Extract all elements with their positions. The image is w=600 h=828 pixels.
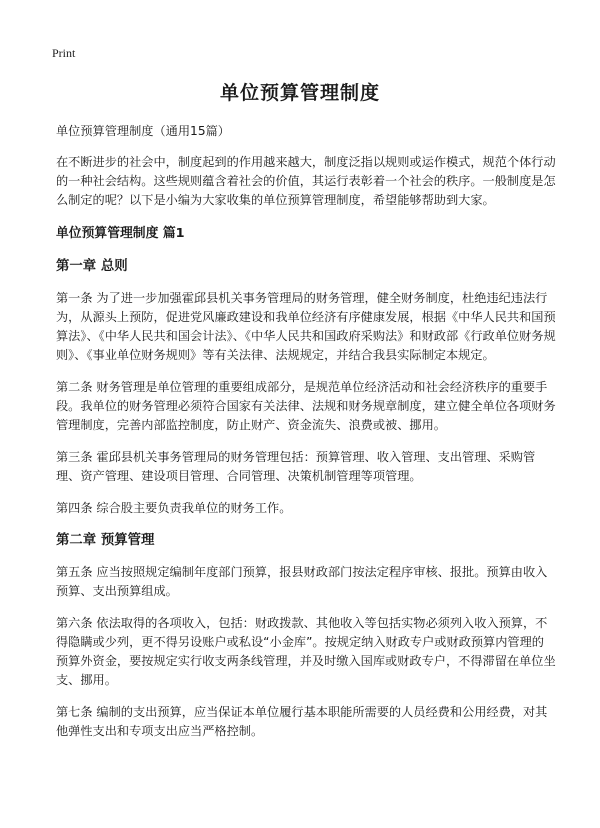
article-5: 第五条 应当按照规定编制年度部门预算，报县财政部门按法定程序审核、报批。预算由收入预算、支出预算组成。 (56, 565, 548, 598)
print-link[interactable]: Print (52, 46, 76, 60)
article-7: 第七条 编制的支出预算，应当保证本单位履行基本职能所需要的人员经费和公用经费，对其他弹性支出和专项支出应当严格控制。 (56, 705, 548, 738)
article-6: 第六条 依法取得的各项收入，包括：财政拨款、其他收入等包括实物必须列入收入预算，不得隐瞒或少列，更不得另设账户或私设“小金库”。按规定纳入财政专户或财政预算内管理的预算外资金，要按规定实行收支两条线管理，并及时缴入国库或财政专户，不得滞留在单位坐支、挪用。 (56, 616, 556, 687)
chapter-2-heading: 第二章 预算管理 (56, 533, 155, 548)
article-1: 第一条 为了进一步加强霍邱县机关事务管理局的财务管理，健全财务制度，杜绝违纪违法行为，从源头上预防，促进党风廉政建设和我单位经济有序健康发展，根据《中华人民共和国预算法》、《中华人民共和国会计法》、《中华人民共和国政府采购法》和财政部《行政单位财务规则》、《事业单位财务规则》等有关法律、法规规定，并结合我县实际制定本规定。 (56, 291, 556, 362)
article-3: 第三条 霍邱县机关事务管理局的财务管理包括：预算管理、收入管理、支出管理、采购管理、资产管理、建设项目管理、合同管理、决策机制管理等项管理。 (56, 450, 536, 483)
page-title: 单位预算管理制度 (219, 82, 380, 104)
intro-paragraph: 在不断进步的社会中，制度起到的作用越来越大，制度泛指以规则或运作模式，规范个体行动的一种社会结构。这些规则蕴含着社会的价值，其运行表彰着一个社会的秩序。一般制度是怎么制定的呢？以下是小编为大家收集的单位预算管理制度，希望能够帮助到大家。 (56, 155, 556, 207)
document-body (56, 122, 556, 754)
article-4: 第四条 综合股主要负责我单位的财务工作。 (56, 501, 292, 515)
section-heading: 单位预算管理制度 篇1 (56, 226, 185, 241)
chapter-1-heading: 第一章 总则 (56, 259, 128, 274)
article-2: 第二条 财务管理是单位管理的重要组成部分，是规范单位经济活动和社会经济秩序的重要手段。我单位的财务管理必须符合国家有关法律、法规和财务规章制度，建立健全单位各项财务管理制度，完善内部监控制度，防止财产、资金流失、浪费或被、挪用。 (56, 380, 556, 432)
document-subtitle: 单位预算管理制度（通用15篇） (56, 124, 230, 138)
